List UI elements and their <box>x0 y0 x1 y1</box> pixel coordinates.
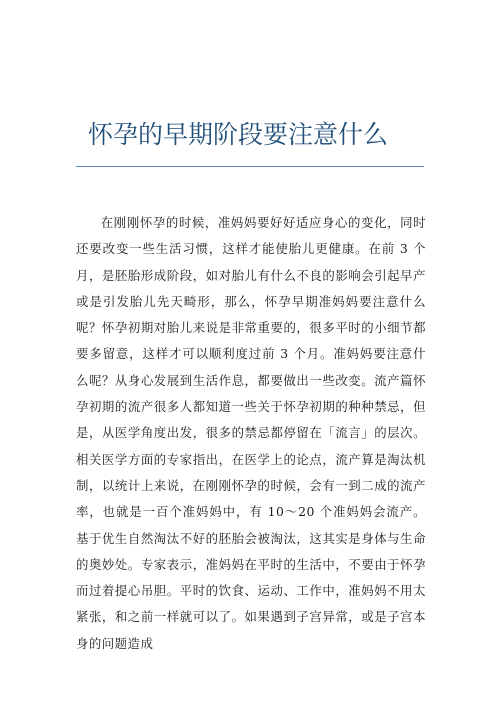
page-title: 怀孕的早期阶段要注意什么 <box>88 120 389 149</box>
body-paragraph: 在刚刚怀孕的时候，准妈妈要好好适应身心的变化，同时还要改变一些生活习惯，这样才能使胎儿更健康。在前 3 个月，是胚胎形成阶段，如对胎儿有什么不良的影响会引起早产或是引发胎儿先天畸形，那么，怀孕早期准妈妈要注意什么呢？怀孕初期对胎儿来说是非常重要的，很多平时的小细节都要多留意，这样才可以顺利度过前 3 个月。准妈妈要注意什么呢？从身心发展到生活作息，都要做出一些改变。流产篇怀孕初期的流产很多人都知道一些关于怀孕初期的种种禁忌，但是，从医学角度出发，很多的禁忌都停留在「流言」的层次。相关医学方面的专家指出，在医学上的论点，流产算是淘汰机制，以统计上来说，在刚刚怀孕的时候，会有一到二成的流产率，也就是一百个准妈妈中，有 10～20 个准妈妈会流产。基于优生自然淘汰不好的胚胎会被淘汰，这其实是身体与生命的奥妙处。专家表示，准妈妈在平时的生活中，不要由于怀孕而过着提心吊胆。平时的饮食、运动、工作中，准妈妈不用太紧张，和之前一样就可以了。如果遇到子宫异常，或是子宫本身的问题造成 <box>76 215 426 651</box>
title-divider <box>76 166 424 167</box>
